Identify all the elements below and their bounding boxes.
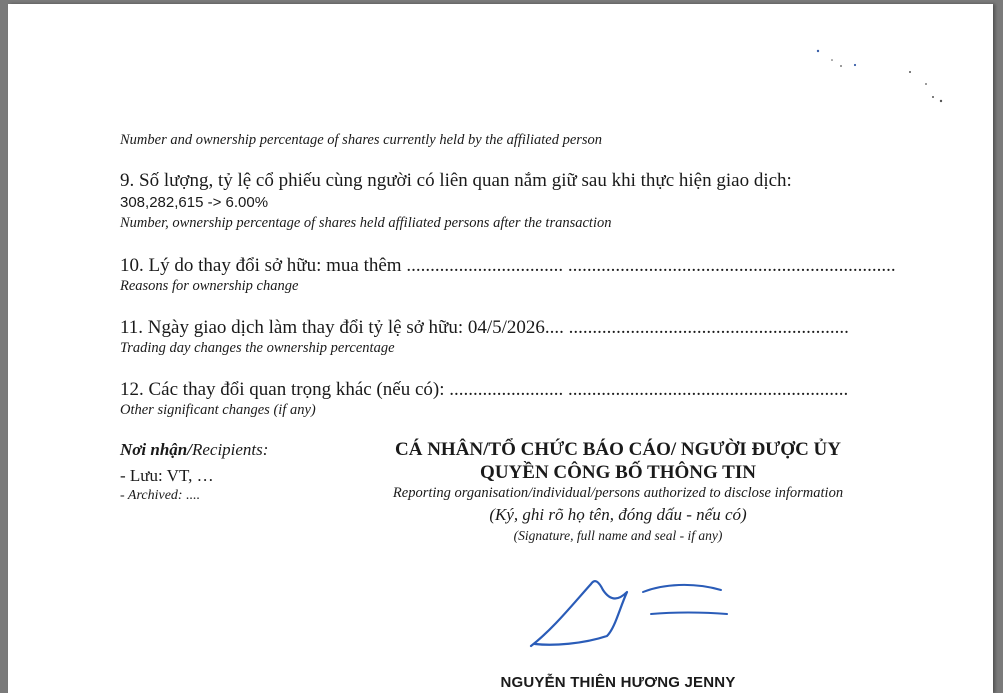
recipients-title-en: Recipients: — [191, 440, 269, 459]
scan-specks — [798, 44, 958, 114]
item9-vn: 9. Số lượng, tỷ lệ cổ phiếu cùng người có liên quan nắm giữ sau khi thực hiện giao dịch: — [120, 170, 792, 191]
item9-value: 308,282,615 -> 6.00% — [120, 194, 269, 211]
recipients-item-en: - Archived: .... — [120, 488, 201, 503]
recipients-title-vn: Nơi nhận/ — [120, 440, 192, 459]
reporter-sign-vn: (Ký, ghi rõ họ tên, đóng dấu - nếu có) — [489, 505, 747, 524]
reporter-title-line1: CÁ NHÂN/TỔ CHỨC BÁO CÁO/ NGƯỜI ĐƯỢC ỦY — [395, 439, 841, 460]
item10-vn: 10. Lý do thay đổi sở hữu: mua thêm ................................. ..................................................................... — [120, 255, 896, 276]
recipients-item-vn: - Lưu: VT, … — [120, 466, 214, 485]
handwritten-signature — [523, 574, 753, 654]
item9-en: Number, ownership percentage of shares held affiliated persons after the transaction — [120, 215, 612, 231]
recipients-title — [120, 440, 268, 460]
document-page — [8, 4, 993, 693]
signer-name: NGUYỄN THIÊN HƯƠNG JENNY — [500, 674, 736, 691]
item10-en: Reasons for ownership change — [120, 278, 299, 294]
item11-en: Trading day changes the ownership percentage — [120, 340, 395, 356]
reporter-title-en: Reporting organisation/individual/persons authorized to disclose information — [392, 485, 844, 501]
item12-vn: 12. Các thay đổi quan trọng khác (nếu có): ........................ ........................................................... — [120, 379, 849, 400]
item11-vn: 11. Ngày giao dịch làm thay đổi tỷ lệ sở hữu: 04/5/2026.... ........................................................... — [120, 317, 849, 338]
current-holding-en: Number and ownership percentage of shares currently held by the affiliated person — [120, 132, 603, 148]
item12-en: Other significant changes (if any) — [120, 402, 316, 418]
reporter-title-line2: QUYỀN CÔNG BỐ THÔNG TIN — [480, 462, 756, 483]
reporter-sign-en: (Signature, full name and seal - if any) — [513, 528, 723, 543]
